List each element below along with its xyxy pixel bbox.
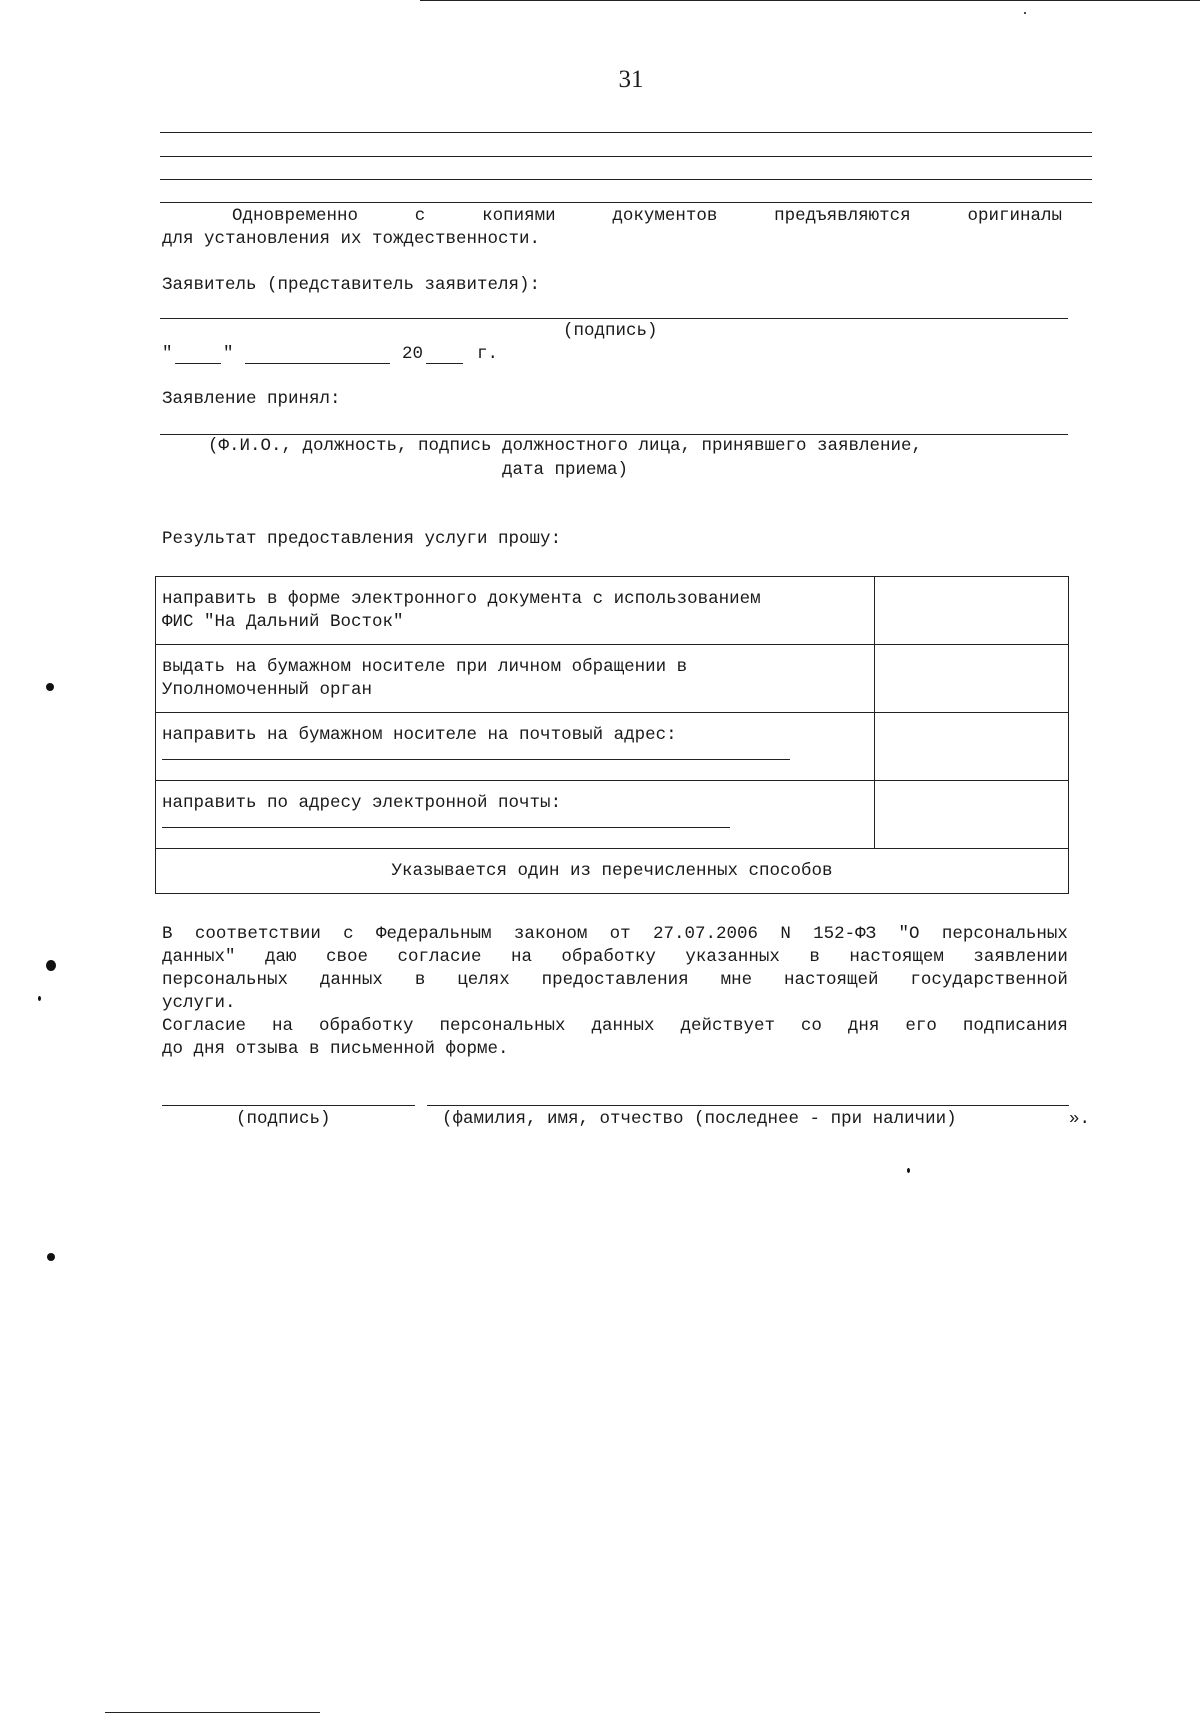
word: N	[780, 924, 791, 944]
applicant-signature-caption: (подпись)	[563, 321, 658, 341]
result-option-checkbox[interactable]	[875, 781, 1069, 849]
word: указанных	[685, 947, 780, 967]
date-suffix: г.	[477, 344, 499, 364]
word: 27.07.2006	[653, 924, 759, 944]
scan-speck	[47, 1253, 55, 1261]
signature-caption: (подпись)	[236, 1109, 331, 1129]
scan-speck	[38, 996, 41, 1001]
option-line: выдать на бумажном носителе при личном обращении в	[162, 657, 688, 677]
word: данных"	[162, 947, 236, 967]
full-name-caption: (фамилия, имя, отчество (последнее - при наличии)	[442, 1109, 957, 1129]
result-option-checkbox[interactable]	[875, 713, 1069, 781]
result-option-row	[156, 781, 1069, 849]
word: дня	[847, 1016, 880, 1036]
word: государственной	[910, 970, 1068, 990]
consent-line4: услуги.	[162, 993, 236, 1013]
word: законом	[513, 924, 588, 944]
word: обработку	[318, 1016, 414, 1036]
date-month-line[interactable]	[245, 363, 390, 364]
scan-speck	[1024, 12, 1026, 14]
result-option-text-cell	[156, 577, 875, 645]
blank-line	[160, 202, 1092, 203]
option-line: Уполномоченный орган	[162, 680, 373, 700]
word: свое	[325, 947, 368, 967]
consent-line2	[162, 945, 1068, 969]
accepted-caption-line2: дата приема)	[501, 460, 629, 480]
date-year-line[interactable]	[426, 363, 463, 364]
word: со	[800, 1016, 822, 1036]
word: документов	[612, 206, 718, 226]
word: данных	[319, 970, 383, 990]
result-label: Результат предоставления услуги прошу:	[162, 529, 562, 549]
word: Одновременно	[232, 206, 359, 226]
result-option-row	[156, 645, 1069, 713]
word: подписания	[962, 1016, 1068, 1036]
full-name-line[interactable]	[427, 1105, 1069, 1106]
word: оригиналы	[967, 206, 1062, 226]
word: персональных	[941, 924, 1068, 944]
word: персональных	[162, 970, 289, 990]
result-option-row	[156, 577, 1069, 645]
scan-speck	[907, 1168, 910, 1173]
result-option-text-cell	[156, 781, 875, 849]
email-address-line[interactable]	[162, 827, 730, 828]
date-day-line[interactable]	[175, 363, 221, 364]
blank-line	[160, 156, 1092, 157]
word: его	[905, 1016, 937, 1036]
word: от	[609, 924, 631, 944]
date-quote-close: "	[223, 344, 234, 364]
word: Согласие	[162, 1016, 247, 1036]
consent-line3	[162, 968, 1068, 992]
word: мне	[720, 970, 753, 990]
applicant-label: Заявитель (представитель заявителя):	[162, 275, 541, 295]
consent-line6: до дня отзыва в письменной форме.	[162, 1039, 509, 1059]
word: в	[414, 970, 426, 990]
word: предъявляются	[774, 206, 911, 226]
word: в	[809, 947, 820, 967]
word: "О	[898, 924, 920, 944]
word: согласие	[397, 947, 482, 967]
result-note: Указывается один из перечисленных способов	[156, 849, 1069, 894]
page-number: 31	[618, 66, 644, 93]
option-line: ФИС "На Дальний Восток"	[162, 612, 404, 632]
scan-speck	[46, 683, 54, 691]
scan-speck	[46, 960, 56, 971]
word: целях	[457, 970, 510, 990]
result-option-row	[156, 713, 1069, 781]
result-option-text-cell	[156, 645, 875, 713]
word: персональных	[439, 1016, 566, 1036]
result-option-checkbox[interactable]	[875, 645, 1069, 713]
word: Федеральным	[376, 924, 492, 944]
closing-quote: ».	[1069, 1109, 1091, 1129]
accepted-caption-line1: (Ф.И.О., должность, подпись должностного лица, принявшего заявление,	[207, 436, 923, 456]
option-line: направить по адресу электронной почты:	[162, 793, 562, 813]
word: настоящей	[783, 970, 879, 990]
date-year-prefix: 20	[402, 344, 424, 364]
word: с	[343, 924, 354, 944]
word: заявлении	[973, 947, 1068, 967]
word: копиями	[482, 206, 556, 226]
word: данных	[591, 1016, 655, 1036]
word: на	[510, 947, 532, 967]
signature-line[interactable]	[162, 1105, 415, 1106]
blank-line	[160, 179, 1092, 180]
word: предоставления	[541, 970, 689, 990]
consent-line1	[162, 922, 1068, 946]
date-quote-open: "	[162, 344, 173, 364]
option-line: направить в форме электронного документа с использованием	[162, 589, 761, 609]
word: обработку	[561, 947, 656, 967]
postal-address-line[interactable]	[162, 759, 790, 760]
word: настоящем	[849, 947, 944, 967]
result-option-text-cell	[156, 713, 875, 781]
result-options-table	[155, 576, 1069, 894]
word: даю	[264, 947, 297, 967]
word: соответствии	[194, 924, 321, 944]
originals-note-line2: для установления их тождественности.	[162, 229, 541, 249]
scan-edge-line	[420, 0, 1200, 1]
word: действует	[680, 1016, 775, 1036]
blank-line	[160, 132, 1092, 133]
consent-line5	[162, 1014, 1068, 1038]
scan-edge-line	[105, 1712, 320, 1713]
word: 152-ФЗ	[813, 924, 877, 944]
result-note-row	[156, 849, 1069, 894]
originals-note-line1	[232, 204, 1062, 228]
accepted-label: Заявление принял:	[162, 389, 341, 409]
option-line: направить на бумажном носителе на почтовый адрес:	[162, 725, 677, 745]
result-option-checkbox[interactable]	[875, 577, 1069, 645]
word: на	[271, 1016, 293, 1036]
word: с	[414, 206, 426, 226]
word: В	[162, 924, 173, 944]
